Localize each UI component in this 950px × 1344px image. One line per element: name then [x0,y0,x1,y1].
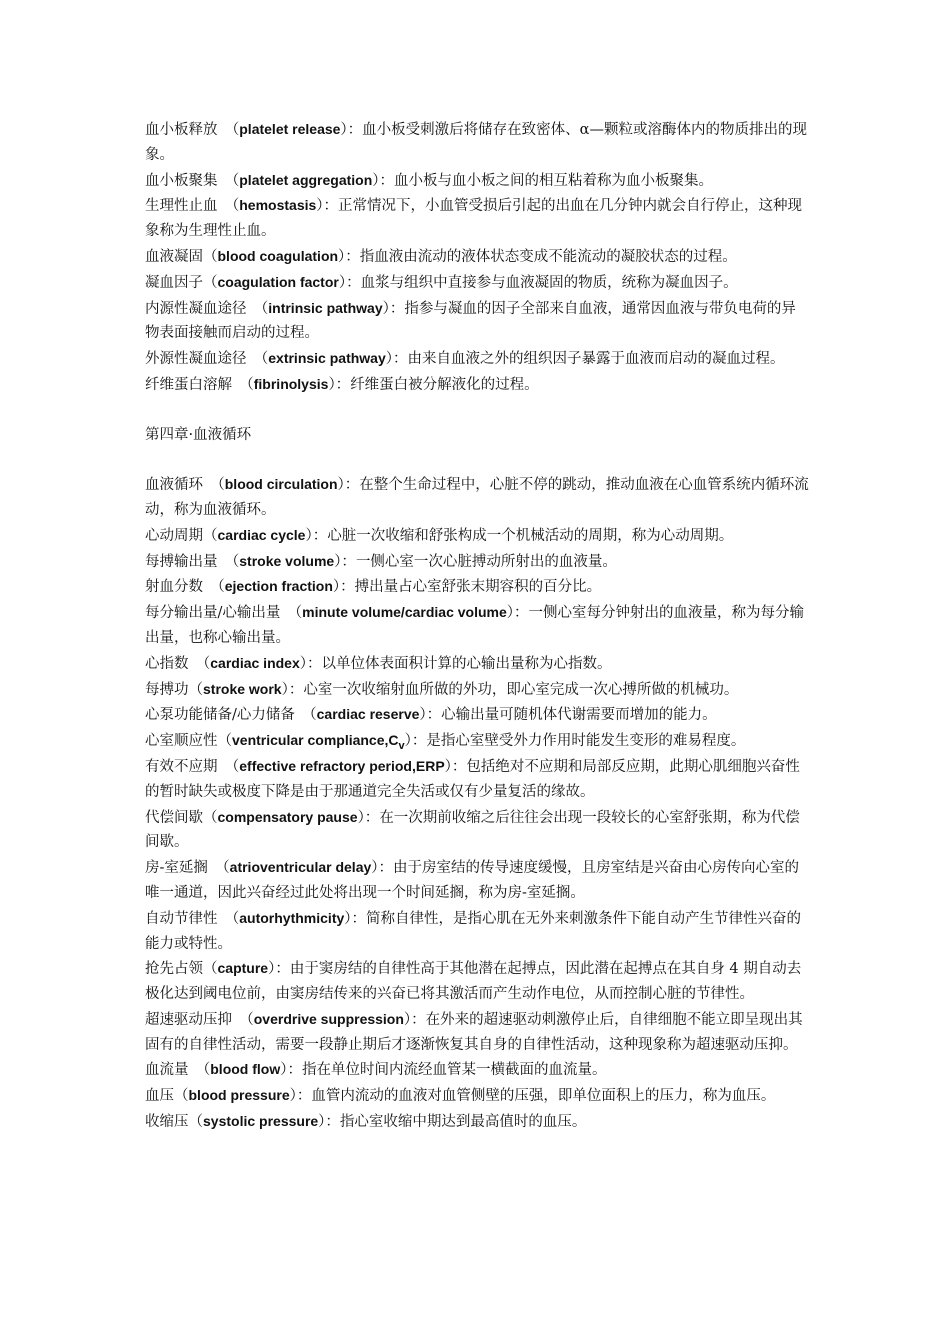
blank-line [145,398,810,423]
paren-open: （ [188,1062,211,1079]
paren-open: （ [203,274,218,291]
term-zh: 血流量 [145,1062,189,1079]
separator: ）： [385,351,408,368]
chapter-heading: 第四章·血液循环 [145,426,252,443]
separator: ）： [382,300,405,317]
glossary-entry [145,549,810,575]
separator: ）： [444,758,467,775]
definition: 包括绝对不应期和局部反应期，此期心肌细胞兴奋性的暂时缺失或极度下降是由于那通道完全失活或仅有少量复活的缘故。 [145,758,800,800]
glossary-entry [145,1083,810,1109]
separator: ）： [328,376,351,393]
definition: 简称自律性，是指心肌在无外来刺激条件下能自动产生节律性兴奋的能力或特性。 [145,910,802,952]
term-zh: 自动节律性 [145,910,218,927]
paren-open: （ [203,248,218,265]
glossary-entry [145,702,810,728]
paren-open: （ [217,758,240,775]
glossary-entry [145,651,810,677]
term-en: blood pressure [188,1087,290,1104]
glossary-entry [145,244,810,270]
term-en: atrioventricular delay [229,859,372,876]
glossary-entry [145,193,810,244]
term-en: stroke volume [239,552,335,569]
separator: ）： [305,527,328,544]
definition: 血小板与血小板之间的相互粘着称为血小板聚集。 [394,172,714,189]
glossary-entry [145,346,810,372]
term-en: autorhythmicity [239,909,345,926]
definition: 血小板受刺激后将储存在致密体、α—颗粒或溶酶体内的物质排出的现象。 [145,122,807,163]
paren-open: （ [246,351,269,368]
glossary-entry [145,677,810,703]
term-zh: 血压 [145,1088,174,1105]
term-zh: 心指数 [145,655,189,672]
term-en: platelet aggregation [239,171,373,188]
paren-open: （ [203,579,225,596]
glossary-entry [145,1109,810,1135]
paren-open: （ [188,681,203,698]
term-zh: 收缩压 [145,1114,189,1131]
definition: 一侧心室每分钟射出的血液量，称为每分输出量，也称心输出量。 [145,605,805,646]
term-zh: 血液凝固 [145,248,203,265]
glossary-entry [145,956,810,1007]
term-en: blood flow [210,1061,281,1078]
paren-open: （ [294,707,317,724]
term-zh: 代偿间歇 [145,809,203,826]
term-en: cardiac cycle [217,526,306,543]
paren-open: （ [217,910,240,927]
definition: 血浆与组织中直接参与血液凝固的物质，统称为凝血因子。 [360,274,738,291]
separator: ）： [332,579,355,596]
definition: 由于房室结的传导速度缓慢，且房室结是兴奋由心房传向心室的唯一通道，因此兴奋经过此处将出现一个时间延搁，称为房-室延搁。 [145,860,800,901]
term-zh: 外源性凝血途径 [145,351,247,368]
definition: 在整个生命过程中，心脏不停的跳动，推动血液在心血管系统内循环流动，称为血液循环。 [145,477,809,518]
paren-open: （ [232,1011,254,1028]
paren-open: （ [217,172,240,189]
definition: 纤维蛋白被分解液化的过程。 [350,376,539,393]
separator: ）： [372,172,395,189]
glossary-entry [145,754,810,805]
paren-open: （ [188,655,211,672]
term-zh: 每分输出量/心输出量 [145,605,281,622]
separator: ）： [337,477,360,494]
glossary-entry [145,906,810,957]
term-zh: 抢先占领 [145,961,203,978]
glossary-section-circulation [145,472,810,1135]
paren-open: （ [188,1114,203,1131]
definition: 以单位体表面积计算的心输出量称为心指数。 [321,655,612,672]
definition: 正常情况下，小血管受损后引起的出血在几分钟内就会自行停止，这种现象称为生理性止血。 [145,198,803,240]
paren-open: （ [207,860,230,877]
term-zh: 超速驱动压抑 [145,1011,232,1028]
term-en: cardiac reserve [316,706,420,723]
glossary-entry [145,472,810,523]
definition: 是指心室壁受外力作用时能发生变形的难易程度。 [426,733,746,750]
definition: 由于窦房结的自律性高于其他潜在起搏点，因此潜在起搏点在其自身 4 期自动去极化达到阈电位前，由窦房结传来的兴奋已将其激活而产生动作电位，从而控制心脏的节律性。 [145,961,802,1003]
term-en: minute volume/cardiac volume [302,604,507,621]
definition: 在一次期前收缩之后往往会出现一段较长的心室舒张期，称为代偿间歇。 [145,809,800,851]
glossary-entry [145,855,810,906]
separator: ）： [371,860,394,877]
term-zh: 心泵功能储备/心力储备 [145,707,295,724]
blank-line [145,447,810,472]
definition: 心室一次收缩射血所做的外功，即心室完成一次心搏所做的机械功。 [303,681,739,698]
glossary-entry [145,574,810,600]
term-zh: 血小板聚集 [145,172,218,189]
glossary-entry [145,728,810,754]
paren-open: （ [203,961,218,978]
glossary-entry [145,1057,810,1083]
term-en: ventricular compliance,C [232,732,399,749]
term-en: hemostasis [239,197,317,214]
definition: 指在单位时间内流经血管某一横截面的血流量。 [301,1062,607,1079]
glossary-section-hemostasis [145,117,810,398]
separator: ）： [316,198,339,215]
term-zh: 生理性止血 [145,198,218,215]
paren-open: （ [217,122,240,138]
term-zh: 血小板释放 [145,122,218,138]
document-body [145,117,810,1135]
separator: ）： [344,910,367,927]
glossary-entry [145,270,810,296]
term-zh: 有效不应期 [145,758,218,775]
separator: ）： [289,1088,312,1105]
separator: ）： [506,605,529,622]
definition: 指血液由流动的液体状态变成不能流动的凝胶状态的过程。 [359,248,737,265]
term-en: compensatory pause [217,808,358,825]
term-en: cardiac index [210,654,300,671]
term-en: capture [217,960,269,977]
separator: ）： [299,655,322,672]
glossary-entry [145,523,810,549]
paren-open: （ [174,1088,189,1105]
paren-open: （ [217,553,240,570]
term-zh: 内源性凝血途径 [145,300,247,317]
term-en: platelet release [239,121,341,137]
separator: ）： [268,961,290,978]
paren-open: （ [217,733,232,750]
definition: 指参与凝血的因子全部来自血液，通常因血液与带负电荷的异物表面接触而启动的过程。 [145,300,796,342]
term-en: blood coagulation [217,247,339,264]
separator: ）： [338,248,360,265]
paren-open: （ [232,376,254,393]
separator: ）： [281,681,304,698]
paren-open: （ [203,527,218,544]
separator: ）： [338,274,361,291]
separator: ）： [340,122,363,138]
definition: 搏出量占心室舒张末期容积的百分比。 [354,579,602,596]
term-en: systolic pressure [203,1113,319,1130]
paren-open: （ [280,605,303,622]
term-zh: 射血分数 [145,579,203,596]
term-zh: 血液循环 [145,477,203,494]
separator: ）： [404,733,427,750]
term-en: blood circulation [224,476,338,493]
separator: ）： [419,707,442,724]
term-zh: 每搏功 [145,681,189,698]
term-en: ejection fraction [224,578,333,595]
definition: 指心室收缩中期达到最高值时的血压。 [339,1114,587,1131]
separator: ）： [357,809,380,826]
term-zh: 心室顺应性 [145,733,218,750]
term-zh: 房-室延搁 [145,860,208,877]
definition: 心输出量可随机体代谢需要而增加的能力。 [441,707,717,724]
definition: 在外来的超速驱动刺激停止后，自律细胞不能立即呈现出其固有的自律性活动，需要一段静止期后才逐渐恢复其自身的自律性活动，这种现象称为超速驱动压抑。 [145,1011,803,1053]
separator: ）： [280,1062,302,1079]
term-en: overdrive suppression [253,1010,404,1027]
definition: 血管内流动的血液对血管侧壁的压强，即单位面积上的压力，称为血压。 [311,1088,776,1105]
paren-open: （ [203,809,218,826]
glossary-entry [145,117,810,168]
paren-open: （ [217,198,240,215]
glossary-entry [145,168,810,194]
term-en: effective refractory period,ERP [239,757,445,774]
glossary-entry [145,372,810,398]
separator: ）： [334,553,356,570]
glossary-entry [145,600,810,651]
separator: ）： [403,1011,426,1028]
term-zh: 每搏输出量 [145,553,218,570]
definition: 一侧心室一次心脏搏动所射出的血液量。 [355,553,617,570]
glossary-entry [145,296,810,347]
term-zh: 凝血因子 [145,274,203,291]
definition: 由来自血液之外的组织因子暴露于血液而启动的凝血过程。 [407,351,785,368]
term-zh: 心动周期 [145,527,203,544]
term-en: fibrinolysis [253,375,329,392]
glossary-entry [145,805,810,856]
paren-open: （ [246,300,269,317]
term-en: coagulation factor [217,273,339,290]
term-en: extrinsic pathway [268,350,386,367]
term-en: stroke work [203,680,282,697]
term-en: intrinsic pathway [268,299,383,316]
glossary-entry [145,1007,810,1058]
separator: ）： [318,1114,340,1131]
term-en-subscript: v [398,740,405,753]
paren-open: （ [203,477,225,494]
term-zh: 纤维蛋白溶解 [145,376,232,393]
definition: 心脏一次收缩和舒张构成一个机械活动的周期，称为心动周期。 [327,527,734,544]
